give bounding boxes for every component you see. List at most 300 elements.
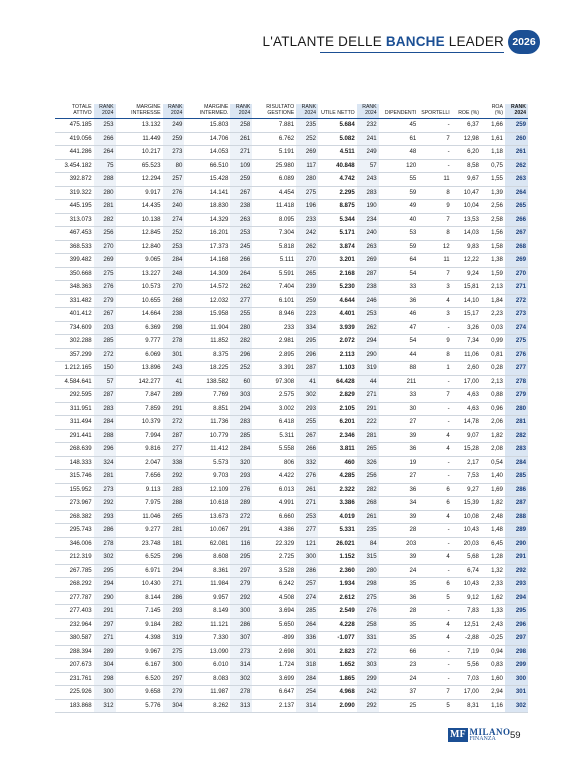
table-cell: 279 xyxy=(163,686,185,700)
table-cell: 11.412 xyxy=(184,443,230,457)
table-cell: 273 xyxy=(230,645,252,659)
table-cell: 40.848 xyxy=(318,159,357,173)
table-cell: 292 xyxy=(505,564,528,578)
table-cell: 9.967 xyxy=(116,645,163,659)
column-header: RANK 2024 xyxy=(505,104,528,119)
column-header: SPORTELLI xyxy=(418,104,451,119)
table-cell: 300 xyxy=(94,686,116,700)
table-cell: 121 xyxy=(296,537,318,551)
table-cell: 269 xyxy=(94,254,116,268)
table-cell: 314 xyxy=(230,659,252,673)
table-cell: 284 xyxy=(505,456,528,470)
table-cell: 301 xyxy=(163,348,185,362)
table-cell: 295 xyxy=(230,551,252,565)
title-prefix: L'ATLANTE DELLE xyxy=(262,34,382,49)
table-cell: 1,66 xyxy=(481,119,505,133)
table-cell: 17,00 xyxy=(452,375,481,389)
table-cell: 4.584.641 xyxy=(55,375,94,389)
table-cell: 302 xyxy=(94,551,116,565)
table-cell: 9,12 xyxy=(452,591,481,605)
table-row xyxy=(55,267,528,281)
table-cell: 2.725 xyxy=(252,551,296,565)
table-cell: 6.242 xyxy=(252,578,296,592)
table-cell: 44 xyxy=(357,375,379,389)
table-cell: 291.441 xyxy=(55,429,94,443)
table-cell: 285 xyxy=(94,335,116,349)
table-cell: - xyxy=(418,375,451,389)
table-cell: 289 xyxy=(505,524,528,538)
table-cell: 277.787 xyxy=(55,591,94,605)
table-cell: 295 xyxy=(505,605,528,619)
table-row xyxy=(55,294,528,308)
table-cell: 15.958 xyxy=(184,308,230,322)
table-cell: 6.418 xyxy=(252,416,296,430)
table-cell: 4.454 xyxy=(252,186,296,200)
table-cell: 2.360 xyxy=(318,564,357,578)
table-cell: 287 xyxy=(357,267,379,281)
table-cell: 277 xyxy=(163,443,185,457)
table-cell: 295 xyxy=(296,335,318,349)
table-cell: 0,28 xyxy=(481,362,505,376)
table-cell: 1,55 xyxy=(481,173,505,187)
table-cell: 10.655 xyxy=(116,294,163,308)
table-cell: 88 xyxy=(379,362,419,376)
table-cell: 7 xyxy=(418,389,451,403)
table-cell: 4.398 xyxy=(116,632,163,646)
table-cell: 10.217 xyxy=(116,146,163,160)
milano-finanza-logo xyxy=(448,727,511,743)
table-cell: 281 xyxy=(94,200,116,214)
table-cell: 275 xyxy=(505,335,528,349)
table-cell: 331.482 xyxy=(55,294,94,308)
table-cell: 39 xyxy=(379,510,419,524)
table-cell: 326 xyxy=(357,456,379,470)
table-cell: 7,19 xyxy=(452,645,481,659)
table-row xyxy=(55,186,528,200)
table-cell: 8.875 xyxy=(318,200,357,214)
table-cell: 300 xyxy=(296,551,318,565)
table-cell: 0,03 xyxy=(481,321,505,335)
table-cell: 0,54 xyxy=(481,456,505,470)
table-cell: 0,88 xyxy=(481,389,505,403)
table-cell: 273 xyxy=(163,146,185,160)
table-cell: 10.573 xyxy=(116,281,163,295)
table-cell: 0,75 xyxy=(481,159,505,173)
table-cell: 196 xyxy=(296,200,318,214)
table-cell: 270 xyxy=(505,267,528,281)
table-cell: 1,58 xyxy=(481,240,505,254)
table-cell: 7,34 xyxy=(452,335,481,349)
table-cell: 263 xyxy=(230,213,252,227)
table-cell: 284 xyxy=(230,443,252,457)
table-cell: 5.230 xyxy=(318,281,357,295)
table-cell: 262 xyxy=(357,321,379,335)
table-cell: 291 xyxy=(163,402,185,416)
table-cell: 280 xyxy=(230,321,252,335)
table-cell: 0,96 xyxy=(481,402,505,416)
table-cell: 296 xyxy=(94,443,116,457)
table-cell: 293 xyxy=(296,402,318,416)
table-cell: 5.171 xyxy=(318,227,357,241)
table-cell: 1.212.165 xyxy=(55,362,94,376)
table-cell: 2.137 xyxy=(252,699,296,713)
table-cell: 6.010 xyxy=(184,659,230,673)
table-row xyxy=(55,213,528,227)
table-cell: 269 xyxy=(505,254,528,268)
table-cell: 284 xyxy=(163,254,185,268)
table-cell: 84 xyxy=(357,537,379,551)
table-row xyxy=(55,254,528,268)
table-cell: 26.021 xyxy=(318,537,357,551)
table-cell: 467.453 xyxy=(55,227,94,241)
table-cell: 9,83 xyxy=(452,240,481,254)
table-cell: 336 xyxy=(296,632,318,646)
table-cell: 5.331 xyxy=(318,524,357,538)
table-cell: 288 xyxy=(163,497,185,511)
table-cell: 267.785 xyxy=(55,564,94,578)
table-cell: 4 xyxy=(418,429,451,443)
table-cell: 249 xyxy=(357,146,379,160)
table-cell: 7.881 xyxy=(252,119,296,133)
table-cell: 460 xyxy=(318,456,357,470)
table-cell: 3.528 xyxy=(252,564,296,578)
table-cell: 4.511 xyxy=(318,146,357,160)
table-cell: 23.748 xyxy=(116,537,163,551)
table-cell: 282 xyxy=(357,483,379,497)
table-cell: 259 xyxy=(163,132,185,146)
table-cell: 233 xyxy=(252,321,296,335)
table-cell: 36 xyxy=(379,443,419,457)
table-cell: 4 xyxy=(418,443,451,457)
table-cell: 290 xyxy=(94,591,116,605)
table-cell: 253 xyxy=(296,510,318,524)
table-cell: 6.201 xyxy=(318,416,357,430)
table-cell: 23 xyxy=(379,659,419,673)
table-cell: 1,33 xyxy=(481,605,505,619)
table-cell: 44 xyxy=(379,348,419,362)
table-row xyxy=(55,564,528,578)
table-row xyxy=(55,591,528,605)
table-cell: 284 xyxy=(296,672,318,686)
table-cell: 13.090 xyxy=(184,645,230,659)
table-cell: 24 xyxy=(379,564,419,578)
column-header: RANK 2024 xyxy=(357,104,379,119)
table-cell: 6.167 xyxy=(116,659,163,673)
table-row xyxy=(55,402,528,416)
table-cell: - xyxy=(418,659,451,673)
table-cell: 253 xyxy=(163,240,185,254)
table-cell: 1,38 xyxy=(481,254,505,268)
table-cell: 13.896 xyxy=(116,362,163,376)
table-row xyxy=(55,551,528,565)
table-cell: 286 xyxy=(163,591,185,605)
table-cell: 276 xyxy=(357,605,379,619)
table-cell: 1,56 xyxy=(481,227,505,241)
table-cell: 14.053 xyxy=(184,146,230,160)
table-row xyxy=(55,335,528,349)
table-cell: 276 xyxy=(163,186,185,200)
table-cell: 11.984 xyxy=(184,578,230,592)
table-cell: 1 xyxy=(418,362,451,376)
table-cell: 109 xyxy=(230,159,252,173)
table-cell: 4.742 xyxy=(318,173,357,187)
table-cell: 252 xyxy=(163,227,185,241)
table-cell: 281 xyxy=(357,429,379,443)
table-cell: 116 xyxy=(230,537,252,551)
table-cell: 3.002 xyxy=(252,402,296,416)
table-cell: 223 xyxy=(296,308,318,322)
table-cell: 11.904 xyxy=(184,321,230,335)
table-cell: 5.082 xyxy=(318,132,357,146)
table-cell: 261 xyxy=(230,132,252,146)
table-cell: - xyxy=(418,146,451,160)
table-cell: 276 xyxy=(296,470,318,484)
table-row xyxy=(55,132,528,146)
table-cell: 276 xyxy=(505,348,528,362)
table-cell: 293 xyxy=(230,470,252,484)
table-cell: 267 xyxy=(230,186,252,200)
table-cell: 287 xyxy=(163,429,185,443)
table-cell: 288 xyxy=(94,429,116,443)
table-cell: 5 xyxy=(418,591,451,605)
table-cell: 283 xyxy=(94,402,116,416)
table-cell: 419.056 xyxy=(55,132,94,146)
table-cell: 54 xyxy=(379,267,419,281)
table-cell: 12 xyxy=(418,240,451,254)
table-cell: 2,60 xyxy=(452,362,481,376)
table-row xyxy=(55,281,528,295)
table-cell: 9.917 xyxy=(116,186,163,200)
table-cell: 62.081 xyxy=(184,537,230,551)
table-cell: 288 xyxy=(505,510,528,524)
table-row xyxy=(55,699,528,713)
column-header: RANK 2024 xyxy=(163,104,185,119)
table-cell: 291 xyxy=(94,605,116,619)
table-cell: 9.957 xyxy=(184,591,230,605)
table-cell: 9.777 xyxy=(116,335,163,349)
table-cell: 6 xyxy=(418,497,451,511)
table-cell: 256 xyxy=(357,470,379,484)
table-cell: 275 xyxy=(94,267,116,281)
table-cell: 57 xyxy=(94,375,116,389)
table-cell: 315.746 xyxy=(55,470,94,484)
table-cell: 7.994 xyxy=(116,429,163,443)
table-cell: 18.830 xyxy=(184,200,230,214)
table-cell: 299 xyxy=(357,672,379,686)
table-cell: 0,83 xyxy=(481,659,505,673)
table-cell: 295.743 xyxy=(55,524,94,538)
table-cell: 1.652 xyxy=(318,659,357,673)
table-cell: 291 xyxy=(230,524,252,538)
table-cell: 269 xyxy=(296,146,318,160)
table-cell: 285 xyxy=(505,470,528,484)
table-cell: 7.859 xyxy=(116,402,163,416)
table-cell: 286 xyxy=(296,564,318,578)
table-cell: 7.656 xyxy=(116,470,163,484)
table-cell: 11.987 xyxy=(184,686,230,700)
table-cell: 357.299 xyxy=(55,348,94,362)
table-cell: 318 xyxy=(296,659,318,673)
table-cell: 203 xyxy=(379,537,419,551)
table-cell: 39 xyxy=(379,551,419,565)
table-cell: 9,67 xyxy=(452,173,481,187)
table-cell: 9 xyxy=(418,335,451,349)
table-cell: 232 xyxy=(357,119,379,133)
table-cell: 259 xyxy=(505,119,528,133)
table-cell: 13,53 xyxy=(452,213,481,227)
table-cell: 5.776 xyxy=(116,699,163,713)
table-cell: 6.089 xyxy=(252,173,296,187)
table-cell: 262 xyxy=(505,159,528,173)
table-row xyxy=(55,659,528,673)
table-cell: 258 xyxy=(230,119,252,133)
table-cell: 3 xyxy=(418,281,451,295)
table-row xyxy=(55,524,528,538)
table-cell: 6.013 xyxy=(252,483,296,497)
table-cell: 294 xyxy=(94,578,116,592)
table-row xyxy=(55,470,528,484)
table-cell: 3.454.182 xyxy=(55,159,94,173)
table-cell: -0,25 xyxy=(481,632,505,646)
table-cell: 0,81 xyxy=(481,348,505,362)
table-cell: 275 xyxy=(296,186,318,200)
table-cell: 33 xyxy=(379,281,419,295)
table-cell: - xyxy=(418,564,451,578)
bank-ranking-table xyxy=(55,104,528,713)
table-cell: 331 xyxy=(357,632,379,646)
table-cell: 288.394 xyxy=(55,645,94,659)
table-cell: 1,16 xyxy=(481,699,505,713)
table-cell: 2,43 xyxy=(481,618,505,632)
table-cell: 8 xyxy=(418,348,451,362)
table-cell: 2.981 xyxy=(252,335,296,349)
table-cell: 272 xyxy=(163,416,185,430)
table-cell: 6.069 xyxy=(116,348,163,362)
table-cell: 285 xyxy=(296,605,318,619)
table-cell: 10.779 xyxy=(184,429,230,443)
table-cell: 6.369 xyxy=(116,321,163,335)
table-cell: 350.668 xyxy=(55,267,94,281)
table-cell: 301 xyxy=(296,645,318,659)
table-cell: 4,63 xyxy=(452,402,481,416)
table-cell: 35 xyxy=(379,632,419,646)
table-cell: 2.829 xyxy=(318,389,357,403)
table-cell: 293 xyxy=(505,578,528,592)
table-cell: 8.262 xyxy=(184,699,230,713)
table-cell: 33 xyxy=(379,389,419,403)
table-cell: 2.322 xyxy=(318,483,357,497)
table-cell: 300 xyxy=(163,659,185,673)
table-cell: - xyxy=(418,416,451,430)
table-cell: 6.525 xyxy=(116,551,163,565)
table-cell: 14.309 xyxy=(184,267,230,281)
table-cell: 15,28 xyxy=(452,443,481,457)
table-cell: 2.575 xyxy=(252,389,296,403)
table-cell: 9.113 xyxy=(116,483,163,497)
table-cell: 212.319 xyxy=(55,551,94,565)
table-cell: 320 xyxy=(230,456,252,470)
table-cell: 8.375 xyxy=(184,348,230,362)
table-cell: 6,20 xyxy=(452,146,481,160)
table-cell: 1,18 xyxy=(481,146,505,160)
table-cell: 734.609 xyxy=(55,321,94,335)
table-row xyxy=(55,308,528,322)
table-cell: 9.184 xyxy=(116,618,163,632)
table-cell: 10,43 xyxy=(452,524,481,538)
table-cell: 9,24 xyxy=(452,267,481,281)
table-cell: 2.113 xyxy=(318,348,357,362)
table-cell: 300 xyxy=(230,605,252,619)
table-cell: 14.435 xyxy=(116,200,163,214)
table-cell: 49 xyxy=(379,200,419,214)
table-cell: 14.329 xyxy=(184,213,230,227)
table-cell: 19 xyxy=(379,456,419,470)
table-cell: 8,31 xyxy=(452,699,481,713)
table-cell: 295 xyxy=(94,564,116,578)
table-cell: 293 xyxy=(163,605,185,619)
table-cell: 1.724 xyxy=(252,659,296,673)
table-cell: 1,28 xyxy=(481,551,505,565)
table-cell: 17.373 xyxy=(184,240,230,254)
table-cell: 280 xyxy=(296,173,318,187)
table-cell: 277 xyxy=(296,524,318,538)
table-cell: 283 xyxy=(505,443,528,457)
table-cell: 273 xyxy=(505,308,528,322)
table-cell: 2.698 xyxy=(252,645,296,659)
table-cell: 368.533 xyxy=(55,240,94,254)
table-cell: 380.587 xyxy=(55,632,94,646)
table-cell: 240 xyxy=(357,227,379,241)
table-cell: 294 xyxy=(230,402,252,416)
table-cell: 39 xyxy=(379,429,419,443)
table-cell: 266 xyxy=(230,254,252,268)
table-cell: 64.428 xyxy=(318,375,357,389)
table-cell: 2.895 xyxy=(252,348,296,362)
table-cell: 6.762 xyxy=(252,132,296,146)
table-cell: 401.412 xyxy=(55,308,94,322)
table-cell: 11.046 xyxy=(116,510,163,524)
table-cell: 13.673 xyxy=(184,510,230,524)
table-cell: 8 xyxy=(418,186,451,200)
table-cell: 441.286 xyxy=(55,146,94,160)
table-cell: 285 xyxy=(230,429,252,443)
table-cell: 222 xyxy=(357,416,379,430)
table-cell: 282 xyxy=(94,213,116,227)
table-row xyxy=(55,173,528,187)
table-row xyxy=(55,321,528,335)
table-cell: 10,47 xyxy=(452,186,481,200)
table-cell: 261 xyxy=(296,483,318,497)
table-cell: 292 xyxy=(357,699,379,713)
table-cell: 148.333 xyxy=(55,456,94,470)
table-cell: 281 xyxy=(163,524,185,538)
table-cell: 2,13 xyxy=(481,375,505,389)
table-cell: 155.952 xyxy=(55,483,94,497)
table-cell: - xyxy=(418,537,451,551)
table-cell: 1,69 xyxy=(481,483,505,497)
table-cell: 248 xyxy=(163,267,185,281)
table-cell: 4.968 xyxy=(318,686,357,700)
table-cell: 225.926 xyxy=(55,686,94,700)
table-cell: 9,07 xyxy=(452,429,481,443)
table-cell: 15,17 xyxy=(452,308,481,322)
table-cell: 240 xyxy=(163,200,185,214)
table-cell: 1,84 xyxy=(481,294,505,308)
table-cell: 263 xyxy=(357,240,379,254)
table-cell: 312 xyxy=(94,699,116,713)
table-row xyxy=(55,227,528,241)
table-cell: 268 xyxy=(357,497,379,511)
